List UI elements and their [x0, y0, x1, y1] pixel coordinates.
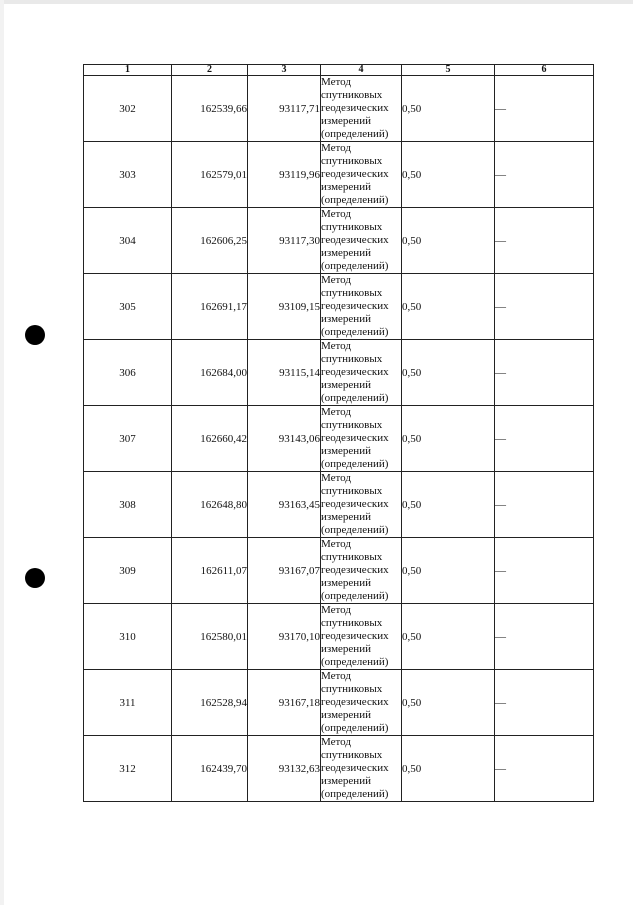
method-line: (определений)	[321, 128, 389, 140]
note-value: —	[495, 274, 594, 340]
coordinate-y: 93109,15	[248, 274, 321, 340]
note-value: —	[495, 406, 594, 472]
method-line: измерений	[321, 511, 371, 523]
method-line: измерений	[321, 247, 371, 259]
accuracy-value: 0,50	[402, 274, 495, 340]
header-row	[84, 65, 594, 76]
method-line: (определений)	[321, 788, 389, 800]
note-value: —	[495, 472, 594, 538]
method-line: (определений)	[321, 392, 389, 404]
method-line: Метод	[321, 340, 351, 352]
method-line: геодезических	[321, 564, 389, 576]
coordinate-x: 162579,01	[172, 142, 248, 208]
method-line: геодезических	[321, 432, 389, 444]
method-line: геодезических	[321, 498, 389, 510]
note-value: —	[495, 208, 594, 274]
coordinate-x: 162580,01	[172, 604, 248, 670]
method-description	[321, 142, 402, 208]
coordinate-y: 93167,18	[248, 670, 321, 736]
note-value: —	[495, 76, 594, 142]
note-value: —	[495, 538, 594, 604]
column-header-3: 3	[248, 65, 321, 76]
method-line: геодезических	[321, 762, 389, 774]
method-line: измерений	[321, 181, 371, 193]
point-number: 306	[84, 340, 172, 406]
table-row	[84, 472, 594, 538]
method-description	[321, 406, 402, 472]
method-description	[321, 670, 402, 736]
accuracy-value: 0,50	[402, 208, 495, 274]
method-line: геодезических	[321, 300, 389, 312]
method-line: Метод	[321, 208, 351, 220]
method-line: (определений)	[321, 458, 389, 470]
coordinate-x: 162648,80	[172, 472, 248, 538]
coordinate-x: 162660,42	[172, 406, 248, 472]
table-row	[84, 142, 594, 208]
method-line: спутниковых	[321, 155, 383, 167]
method-line: измерений	[321, 775, 371, 787]
accuracy-value: 0,50	[402, 142, 495, 208]
point-number: 307	[84, 406, 172, 472]
table-row	[84, 76, 594, 142]
method-line: Метод	[321, 670, 351, 682]
method-line: (определений)	[321, 194, 389, 206]
method-line: геодезических	[321, 366, 389, 378]
punch-hole-upper	[25, 325, 45, 345]
table-row	[84, 340, 594, 406]
table-row	[84, 538, 594, 604]
method-line: (определений)	[321, 260, 389, 272]
method-line: спутниковых	[321, 221, 383, 233]
method-line: измерений	[321, 577, 371, 589]
table-row	[84, 670, 594, 736]
method-line: (определений)	[321, 524, 389, 536]
method-description	[321, 472, 402, 538]
method-line: Метод	[321, 274, 351, 286]
point-number: 312	[84, 736, 172, 802]
method-line: измерений	[321, 709, 371, 721]
method-line: геодезических	[321, 630, 389, 642]
coordinate-y: 93132,63	[248, 736, 321, 802]
method-line: геодезических	[321, 102, 389, 114]
method-description	[321, 208, 402, 274]
method-line: измерений	[321, 643, 371, 655]
accuracy-value: 0,50	[402, 472, 495, 538]
coordinate-y: 93170,10	[248, 604, 321, 670]
note-value: —	[495, 142, 594, 208]
method-line: спутниковых	[321, 551, 383, 563]
punch-hole-lower	[25, 568, 45, 588]
note-value: —	[495, 670, 594, 736]
table-row	[84, 208, 594, 274]
point-number: 310	[84, 604, 172, 670]
method-line: спутниковых	[321, 683, 383, 695]
coordinate-y: 93167,07	[248, 538, 321, 604]
coordinate-x: 162611,07	[172, 538, 248, 604]
coordinate-y: 93119,96	[248, 142, 321, 208]
coordinates-table	[83, 64, 594, 802]
method-line: спутниковых	[321, 617, 383, 629]
method-description	[321, 538, 402, 604]
method-line: Метод	[321, 406, 351, 418]
accuracy-value: 0,50	[402, 538, 495, 604]
method-line: спутниковых	[321, 485, 383, 497]
page-top-edge	[0, 0, 633, 4]
method-line: Метод	[321, 76, 351, 88]
point-number: 305	[84, 274, 172, 340]
method-line: измерений	[321, 115, 371, 127]
method-line: измерений	[321, 313, 371, 325]
coordinate-x: 162691,17	[172, 274, 248, 340]
coordinate-x: 162439,70	[172, 736, 248, 802]
method-line: Метод	[321, 604, 351, 616]
page-left-edge	[0, 0, 4, 905]
coordinate-y: 93117,71	[248, 76, 321, 142]
point-number: 309	[84, 538, 172, 604]
note-value: —	[495, 604, 594, 670]
accuracy-value: 0,50	[402, 670, 495, 736]
coordinate-x: 162528,94	[172, 670, 248, 736]
table-row	[84, 274, 594, 340]
coordinate-x: 162606,25	[172, 208, 248, 274]
coordinate-x: 162684,00	[172, 340, 248, 406]
method-line: спутниковых	[321, 287, 383, 299]
column-header-1: 1	[84, 65, 172, 76]
method-line: спутниковых	[321, 749, 383, 761]
point-number: 304	[84, 208, 172, 274]
method-line: (определений)	[321, 590, 389, 602]
method-line: Метод	[321, 538, 351, 550]
note-value: —	[495, 736, 594, 802]
coordinate-y: 93163,45	[248, 472, 321, 538]
point-number: 303	[84, 142, 172, 208]
column-header-4: 4	[321, 65, 402, 76]
table-row	[84, 604, 594, 670]
method-line: (определений)	[321, 326, 389, 338]
method-line: геодезических	[321, 168, 389, 180]
point-number: 308	[84, 472, 172, 538]
method-line: спутниковых	[321, 353, 383, 365]
method-line: геодезических	[321, 696, 389, 708]
column-header-5: 5	[402, 65, 495, 76]
coordinate-y: 93117,30	[248, 208, 321, 274]
method-description	[321, 76, 402, 142]
method-line: Метод	[321, 736, 351, 748]
method-description	[321, 340, 402, 406]
method-description	[321, 736, 402, 802]
method-line: измерений	[321, 445, 371, 457]
method-line: геодезических	[321, 234, 389, 246]
method-line: (определений)	[321, 722, 389, 734]
method-description	[321, 274, 402, 340]
accuracy-value: 0,50	[402, 340, 495, 406]
accuracy-value: 0,50	[402, 736, 495, 802]
method-description	[321, 604, 402, 670]
method-line: измерений	[321, 379, 371, 391]
method-line: (определений)	[321, 656, 389, 668]
accuracy-value: 0,50	[402, 76, 495, 142]
table-body	[84, 76, 594, 802]
method-line: Метод	[321, 142, 351, 154]
method-line: Метод	[321, 472, 351, 484]
method-line: спутниковых	[321, 89, 383, 101]
point-number: 311	[84, 670, 172, 736]
column-header-6: 6	[495, 65, 594, 76]
coordinate-y: 93115,14	[248, 340, 321, 406]
accuracy-value: 0,50	[402, 406, 495, 472]
point-number: 302	[84, 76, 172, 142]
coordinate-x: 162539,66	[172, 76, 248, 142]
accuracy-value: 0,50	[402, 604, 495, 670]
note-value: —	[495, 340, 594, 406]
coordinate-y: 93143,06	[248, 406, 321, 472]
method-line: спутниковых	[321, 419, 383, 431]
table-row	[84, 406, 594, 472]
table-row	[84, 736, 594, 802]
column-header-2: 2	[172, 65, 248, 76]
